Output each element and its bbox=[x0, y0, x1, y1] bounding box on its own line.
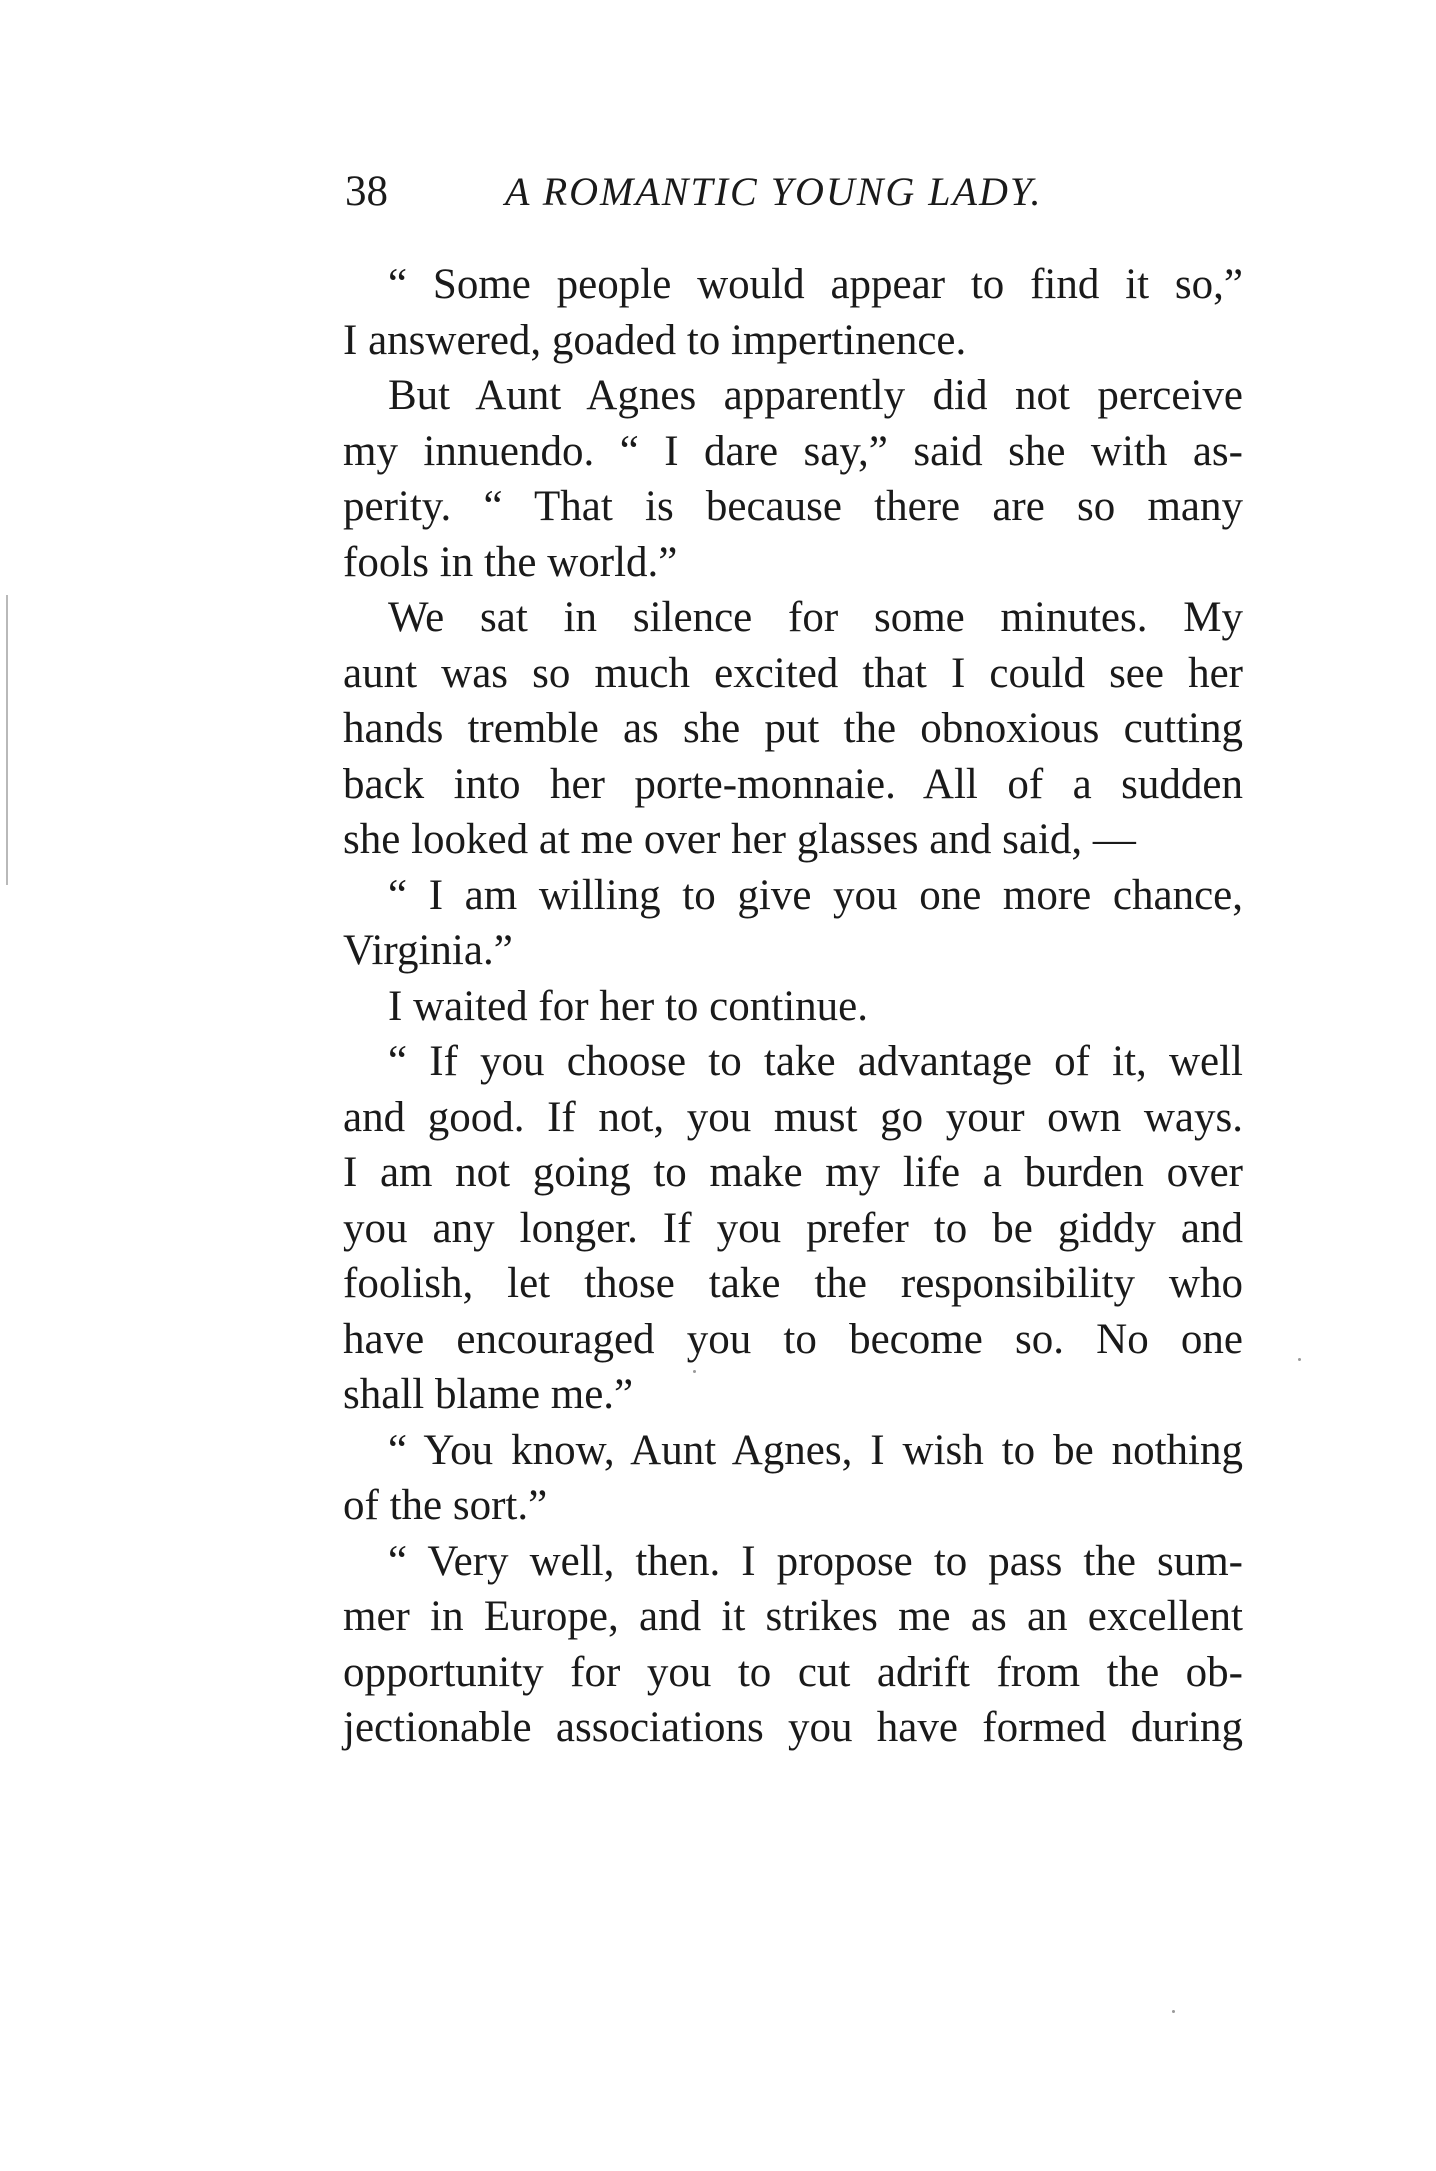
text-line: and good. If not, you must go your own ways. bbox=[343, 1094, 1243, 1141]
text-line: “ If you choose to take advantage of it, well bbox=[388, 1038, 1243, 1085]
text-line: mer in Europe, and it strikes me as an excellent bbox=[343, 1593, 1243, 1640]
text-line: “ Very well, then. I propose to pass the sum- bbox=[388, 1538, 1243, 1585]
text-line: “ Some people would appear to find it so,” bbox=[388, 261, 1243, 308]
page-number: 38 bbox=[345, 168, 388, 215]
text-line: “ You know, Aunt Agnes, I wish to be nothing bbox=[388, 1427, 1243, 1474]
text-line: Virginia.” bbox=[343, 927, 513, 974]
text-line: foolish, let those take the responsibility who bbox=[343, 1260, 1243, 1307]
text-line: back into her porte-monnaie. All of a sudden bbox=[343, 761, 1243, 808]
text-line: my innuendo. “ I dare say,” said she with as- bbox=[343, 428, 1243, 475]
text-line: aunt was so much excited that I could see her bbox=[343, 650, 1243, 697]
running-header bbox=[345, 162, 1245, 232]
text-line: But Aunt Agnes apparently did not perceive bbox=[388, 372, 1243, 419]
scan-speck bbox=[693, 1370, 696, 1373]
text-line: have encouraged you to become so. No one bbox=[343, 1316, 1243, 1363]
scan-margin-line bbox=[6, 595, 8, 885]
text-line: opportunity for you to cut adrift from the ob- bbox=[343, 1649, 1243, 1696]
text-line: fools in the world.” bbox=[343, 539, 678, 586]
text-line: hands tremble as she put the obnoxious cutting bbox=[343, 705, 1243, 752]
text-line: perity. “ That is because there are so many bbox=[343, 483, 1243, 530]
scan-speck bbox=[1298, 1358, 1301, 1361]
text-line: you any longer. If you prefer to be giddy and bbox=[343, 1205, 1243, 1252]
text-line: “ I am willing to give you one more chance, bbox=[388, 872, 1243, 919]
text-line: I waited for her to continue. bbox=[388, 983, 868, 1030]
text-line: We sat in silence for some minutes. My bbox=[388, 594, 1243, 641]
text-line: I am not going to make my life a burden over bbox=[343, 1149, 1243, 1196]
text-line: I answered, goaded to impertinence. bbox=[343, 317, 967, 364]
scan-speck bbox=[1172, 2010, 1175, 2013]
text-line: of the sort.” bbox=[343, 1482, 548, 1529]
text-line: jectionable associations you have formed during bbox=[343, 1704, 1243, 1751]
text-line: she looked at me over her glasses and said, — bbox=[343, 816, 1136, 863]
text-line: shall blame me.” bbox=[343, 1371, 634, 1418]
running-title: A ROMANTIC YOUNG LADY. bbox=[505, 169, 1043, 214]
